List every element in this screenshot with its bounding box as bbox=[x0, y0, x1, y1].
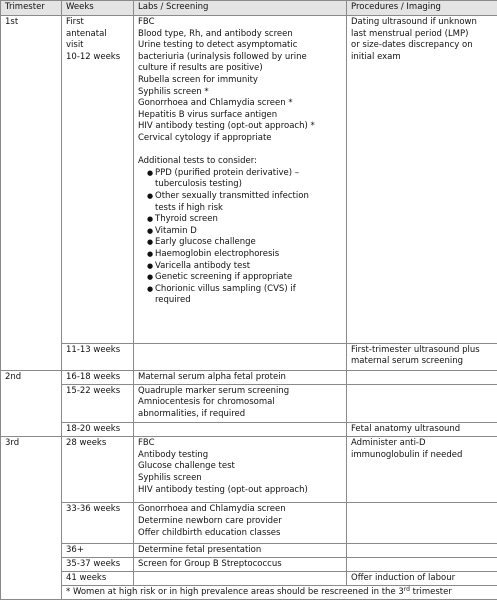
lab-item: Gonorrhoea and Chlamydia screen * bbox=[138, 98, 293, 109]
trimester-cell: 2nd bbox=[1, 370, 62, 436]
procedures-cell bbox=[347, 370, 497, 384]
lab-item: FBC bbox=[138, 17, 155, 28]
weeks-cell: 16-18 weeks bbox=[62, 370, 134, 384]
labs-cell: Determine fetal presentation bbox=[134, 543, 347, 557]
bullet-icon: ● bbox=[147, 273, 154, 282]
list-item-text: Haemoglobin electrophoresis bbox=[155, 248, 280, 259]
table-row bbox=[1, 571, 497, 585]
weeks-cell: 28 weeks bbox=[62, 437, 134, 503]
header-row bbox=[1, 1, 497, 16]
header-procedures-imaging: Procedures / Imaging bbox=[347, 1, 497, 16]
weeks-cell: 18-20 weeks bbox=[62, 423, 134, 437]
procedure-line: initial exam bbox=[351, 51, 401, 62]
spacer bbox=[138, 145, 343, 157]
labs-cell bbox=[134, 437, 347, 503]
weeks-line: 10-12 weeks bbox=[66, 51, 121, 62]
lab-item: abnormalities, if required bbox=[138, 409, 246, 420]
footnote-sup: rd bbox=[403, 585, 410, 593]
weeks-cell: 11-13 weeks bbox=[62, 343, 134, 370]
labs-cell bbox=[134, 423, 347, 437]
labs-cell bbox=[134, 571, 347, 585]
procedures-cell bbox=[347, 503, 497, 543]
lab-item: FBC bbox=[138, 438, 155, 449]
lab-item: Syphilis screen bbox=[138, 472, 202, 483]
trimester-cell: 1st bbox=[1, 16, 62, 371]
header-weeks: Weeks bbox=[62, 1, 134, 16]
list-item-text: PPD (purified protein derivative) – bbox=[155, 167, 299, 178]
table-row bbox=[1, 16, 497, 344]
table-row bbox=[1, 423, 497, 437]
list-item bbox=[147, 249, 343, 261]
list-item-text: Genetic screening if appropriate bbox=[155, 272, 293, 283]
weeks-cell bbox=[62, 16, 134, 344]
lab-item: Glucose challenge test bbox=[138, 461, 235, 472]
lab-item: culture if results are positive) bbox=[138, 63, 263, 74]
additional-tests-list bbox=[138, 168, 343, 307]
weeks-line: antenatal bbox=[66, 28, 107, 39]
list-item-text: tuberculosis testing) bbox=[155, 179, 242, 190]
footnote bbox=[62, 585, 497, 599]
table-row bbox=[1, 437, 497, 503]
weeks-cell: 15-22 weeks bbox=[62, 384, 134, 422]
procedures-cell bbox=[347, 557, 497, 571]
lab-item: Rubella screen for immunity bbox=[138, 75, 258, 86]
lab-item: Antibody testing bbox=[138, 449, 209, 460]
weeks-cell: 35-37 weeks bbox=[62, 557, 134, 571]
header-labs-screening: Labs / Screening bbox=[134, 1, 347, 16]
bullet-icon: ● bbox=[147, 226, 154, 235]
bullet-icon: ● bbox=[147, 284, 154, 293]
lab-item: Amniocentesis for chromosomal bbox=[138, 397, 275, 408]
list-item bbox=[147, 168, 343, 191]
labs-cell: Maternal serum alpha fetal protein bbox=[134, 370, 347, 384]
procedure-line: Administer anti-D bbox=[351, 438, 426, 449]
list-item bbox=[147, 214, 343, 226]
weeks-cell: 36+ bbox=[62, 543, 134, 557]
lab-item: Hepatitis B virus surface antigen bbox=[138, 109, 278, 120]
procedure-line: Dating ultrasound if unknown bbox=[351, 17, 477, 28]
bullet-icon: ● bbox=[147, 215, 154, 224]
additional-tests-heading: Additional tests to consider: bbox=[138, 156, 257, 167]
bullet-icon: ● bbox=[147, 238, 154, 247]
procedures-cell bbox=[347, 384, 497, 422]
list-item-text: Chorionic villus sampling (CVS) if bbox=[155, 283, 296, 294]
list-item-text: Other sexually transmitted infection bbox=[155, 190, 309, 201]
bullet-icon: ● bbox=[147, 191, 154, 200]
lab-item: Gonorrhoea and Chlamydia screen bbox=[138, 504, 286, 515]
procedures-cell bbox=[347, 437, 497, 503]
header-trimester: Trimester bbox=[1, 1, 62, 16]
procedure-line: last menstrual period (LMP) bbox=[351, 28, 469, 39]
procedures-cell bbox=[347, 343, 497, 370]
footnote-text: * Women at high risk or in high prevalence areas should be rescreened in the 3 bbox=[66, 586, 404, 597]
table-row bbox=[1, 384, 497, 422]
weeks-line: First bbox=[66, 17, 84, 28]
lab-item: Determine newborn care provider bbox=[138, 516, 282, 527]
procedure-line: maternal serum screening bbox=[351, 356, 463, 367]
lab-item: HIV antibody testing (opt-out approach) * bbox=[138, 121, 315, 132]
list-item-text: Vitamin D bbox=[155, 225, 197, 236]
labs-cell bbox=[134, 343, 347, 370]
lab-item: Syphilis screen * bbox=[138, 86, 209, 97]
procedures-cell: Fetal anatomy ultrasound bbox=[347, 423, 497, 437]
table-row bbox=[1, 557, 497, 571]
list-item-text: required bbox=[155, 295, 191, 306]
lab-item: Offer childbirth education classes bbox=[138, 527, 281, 538]
labs-cell bbox=[134, 503, 347, 543]
list-item-text: Early glucose challenge bbox=[155, 237, 256, 248]
table-row bbox=[1, 543, 497, 557]
procedure-line: immunoglobulin if needed bbox=[351, 449, 463, 460]
list-item bbox=[147, 284, 343, 307]
procedures-cell bbox=[347, 543, 497, 557]
list-item-text: Varicella antibody test bbox=[155, 260, 251, 271]
list-item-text: tests if high risk bbox=[155, 202, 223, 213]
labs-cell bbox=[134, 16, 347, 344]
labs-cell: Screen for Group B Streptococcus bbox=[134, 557, 347, 571]
procedures-cell bbox=[347, 16, 497, 344]
procedures-cell: Offer induction of labour bbox=[347, 571, 497, 585]
table-row bbox=[1, 503, 497, 543]
lab-item: HIV antibody testing (opt-out approach) bbox=[138, 484, 308, 495]
list-item-text: Thyroid screen bbox=[155, 214, 218, 225]
weeks-cell: 41 weeks bbox=[62, 571, 134, 585]
bullet-icon: ● bbox=[147, 168, 154, 177]
bullet-icon: ● bbox=[147, 249, 154, 258]
labs-cell bbox=[134, 384, 347, 422]
lab-item: Blood type, Rh, and antibody screen bbox=[138, 28, 293, 39]
table-row bbox=[1, 370, 497, 384]
trimester-cell: 3rd bbox=[1, 437, 62, 600]
procedure-line: or size-dates discrepancy on bbox=[351, 40, 473, 51]
procedure-line: First-trimester ultrasound plus bbox=[351, 344, 480, 355]
list-item bbox=[147, 261, 343, 273]
lab-item: Urine testing to detect asymptomatic bbox=[138, 40, 298, 51]
footnote-row bbox=[1, 585, 497, 599]
list-item bbox=[147, 272, 343, 284]
list-item bbox=[147, 226, 343, 238]
lab-item: Cervical cytology if appropriate bbox=[138, 133, 272, 143]
footnote-tail: trimester bbox=[409, 586, 452, 597]
weeks-line: visit bbox=[66, 40, 84, 51]
list-item bbox=[147, 191, 343, 214]
bullet-icon: ● bbox=[147, 261, 154, 270]
weeks-cell: 33-36 weeks bbox=[62, 503, 134, 543]
lab-item: Quadruple marker serum screening bbox=[138, 385, 290, 396]
lab-item: bacteriuria (urinalysis followed by urine bbox=[138, 51, 307, 62]
list-item bbox=[147, 237, 343, 249]
table-row bbox=[1, 343, 497, 370]
